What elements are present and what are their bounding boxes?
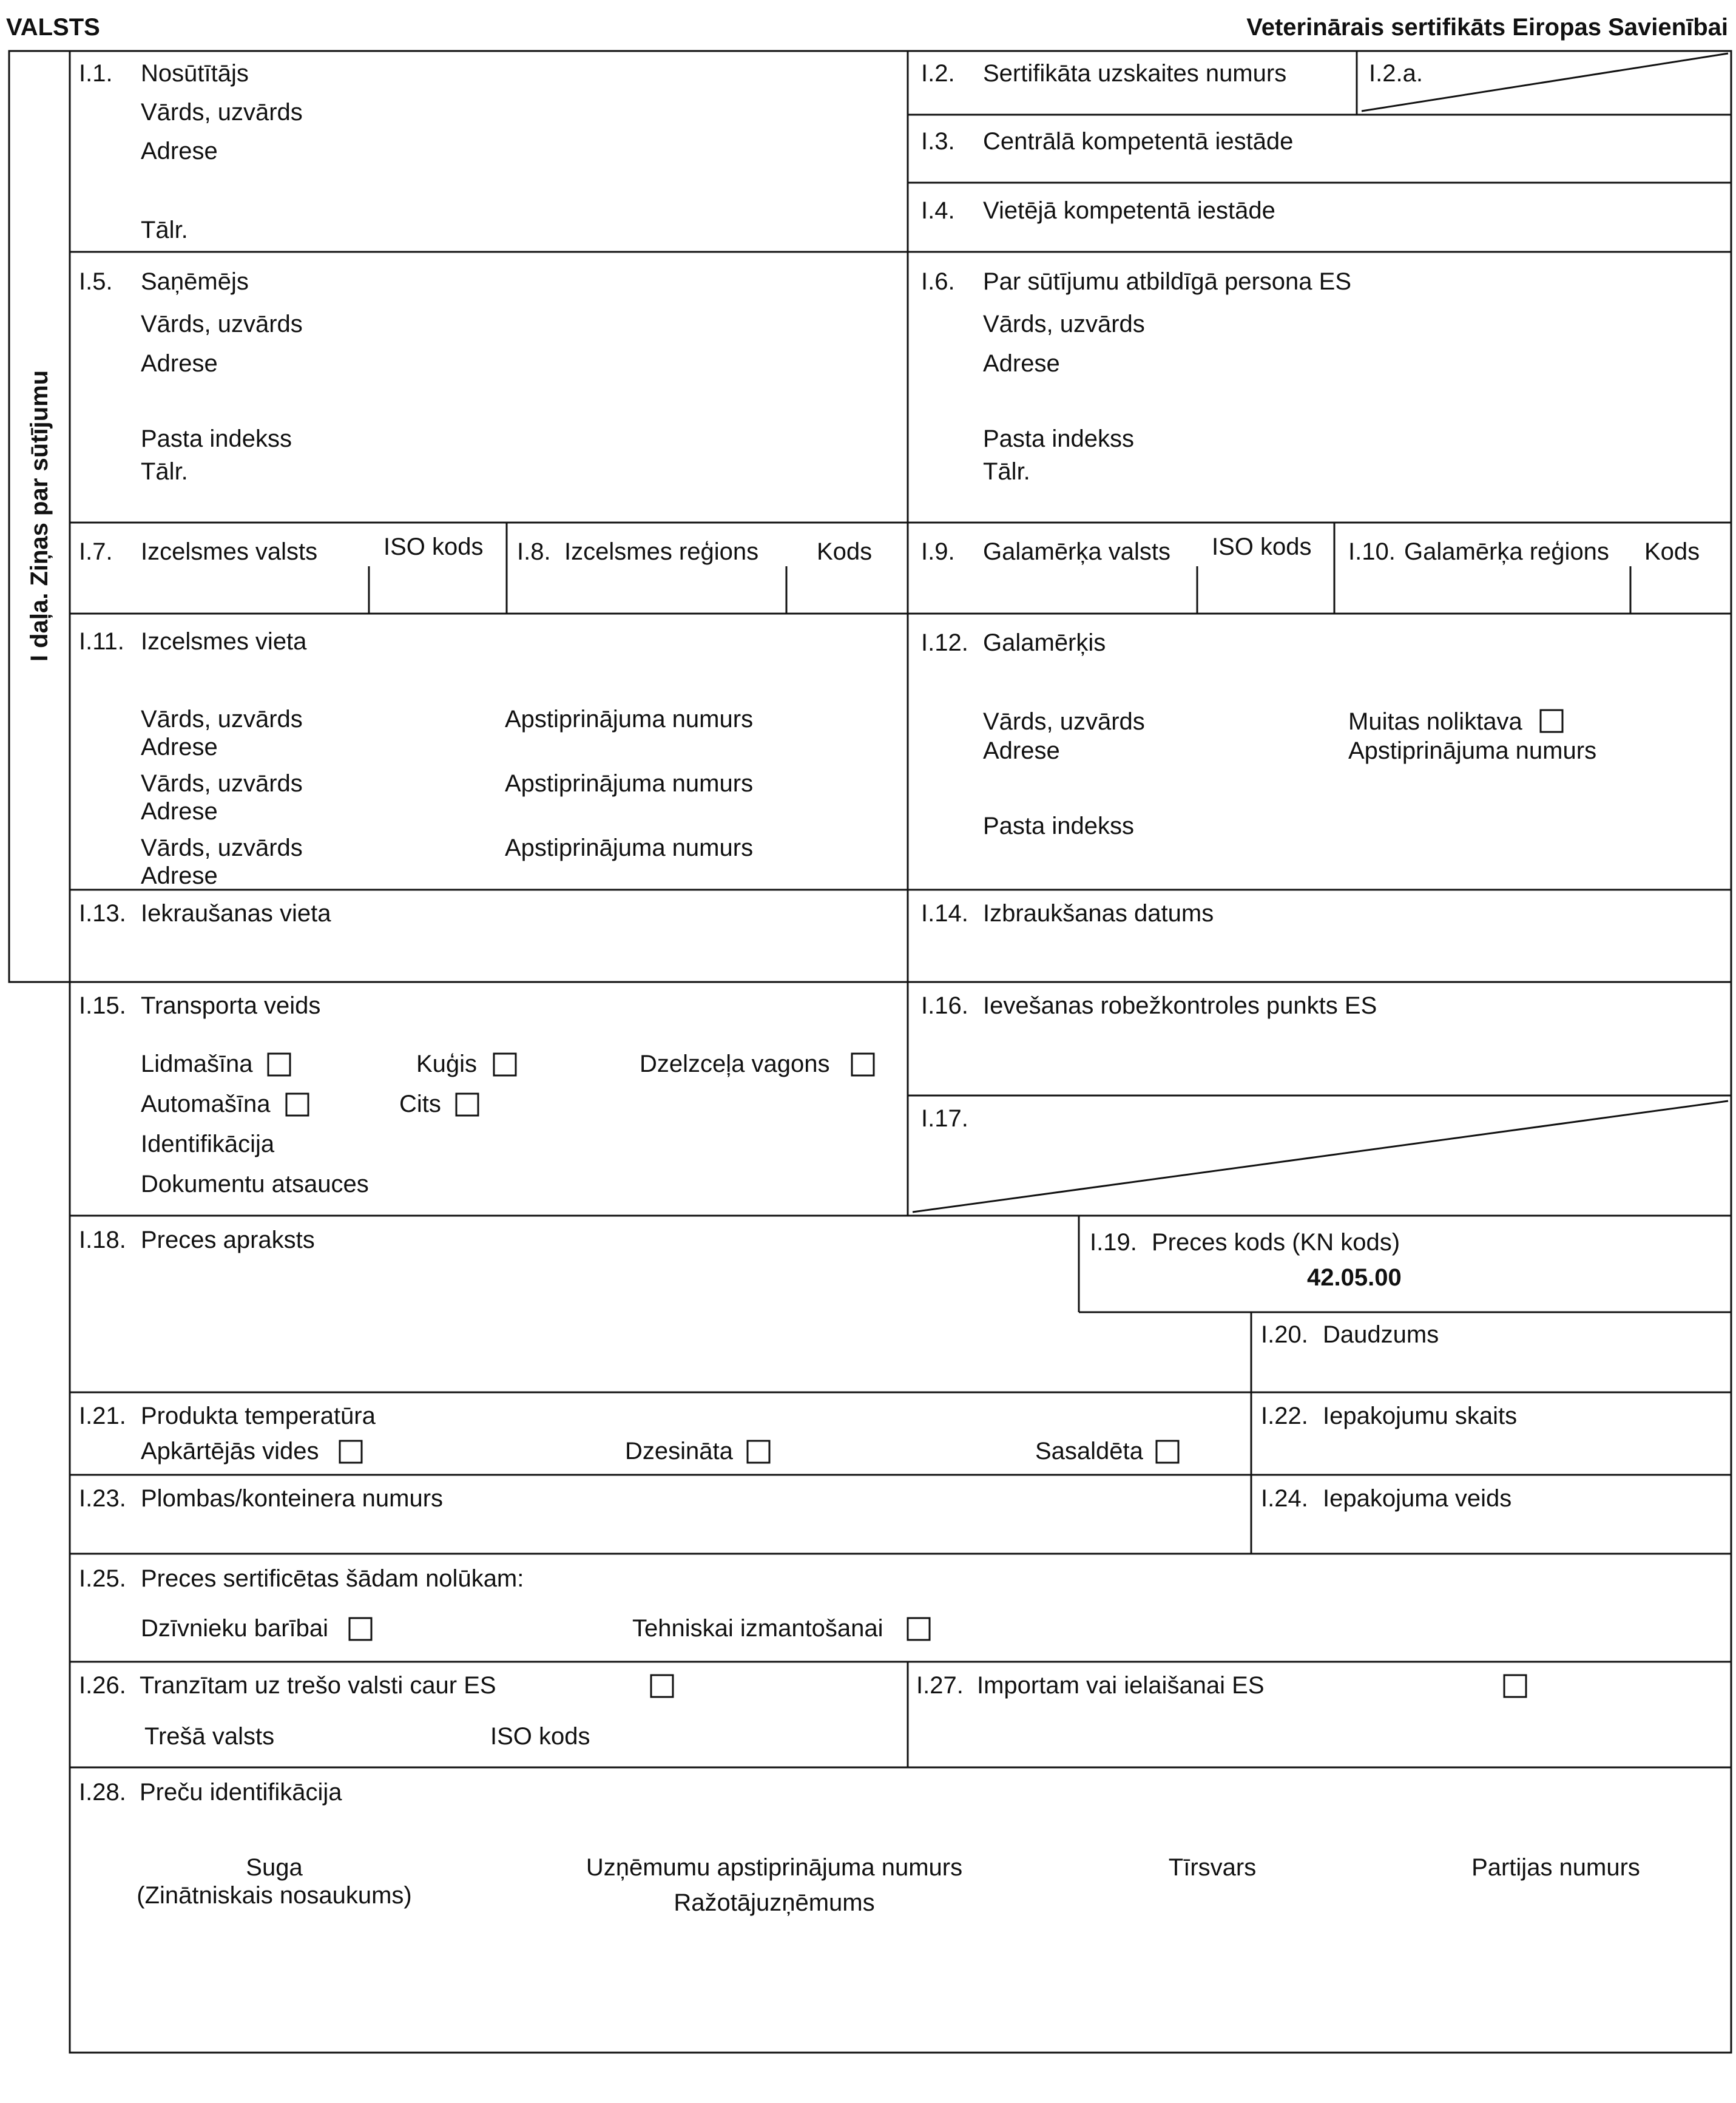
aeroplane-checkbox[interactable] [268, 1054, 290, 1075]
field-label: Produkta temperatūra [141, 1403, 376, 1429]
field-number: I.15. [79, 992, 126, 1019]
field-temperature-of-product[interactable] [79, 1403, 1178, 1465]
field-number: I.3. [921, 128, 955, 155]
field-label: Vietējā kompetentā iestāde [983, 197, 1275, 224]
form-grid [9, 51, 1731, 2053]
phone-label: Tālr. [141, 217, 188, 243]
scientific-name-label: (Zinātniskais nosaukums) [137, 1882, 412, 1909]
other-label: Cits [399, 1091, 441, 1117]
field-number: I.21. [79, 1403, 126, 1429]
field-number: I.4. [921, 197, 955, 224]
field-local-authority[interactable] [921, 197, 1275, 224]
field-label: Galamērķis [983, 629, 1106, 656]
field-label: Saņēmējs [141, 268, 249, 295]
field-number: I.1. [79, 60, 113, 87]
certificate-title: Veterinārais sertifikāts Eiropas Savienībai [1246, 14, 1728, 41]
field-number: I.19. [1090, 1229, 1137, 1256]
other-checkbox[interactable] [456, 1094, 478, 1116]
field-import-or-admission[interactable] [916, 1672, 1526, 1699]
field-label: Izcelsmes vieta [141, 628, 307, 655]
code-label: Kods [1644, 538, 1700, 565]
road-vehicle-checkbox[interactable] [286, 1094, 308, 1116]
species-label: Suga [246, 1854, 303, 1881]
field-person-responsible[interactable] [921, 268, 1351, 485]
field-seal-container-number[interactable] [79, 1485, 443, 1512]
field-country-of-origin[interactable] [79, 533, 484, 565]
field-number: I.12. [921, 629, 968, 656]
field-number: I.2. [921, 60, 955, 87]
field-label: Ievešanas robežkontroles punkts ES [983, 992, 1377, 1019]
address-label: Adrese [141, 734, 218, 760]
technical-use-checkbox[interactable] [908, 1618, 930, 1640]
field-number: I.16. [921, 992, 968, 1019]
approval-number-label: Apstiprinājuma numurs [505, 835, 754, 861]
animal-feed-checkbox[interactable] [350, 1618, 371, 1640]
field-central-authority[interactable] [921, 128, 1293, 155]
ambient-label: Apkārtējās vides [141, 1438, 319, 1465]
field-region-of-destination[interactable] [1348, 538, 1700, 565]
phone-label: Tālr. [983, 458, 1030, 485]
address-label: Adrese [983, 737, 1060, 764]
address-label: Adrese [141, 862, 218, 889]
postcode-label: Pasta indekss [983, 813, 1135, 839]
customs-warehouse-label: Muitas noliktava [1348, 708, 1522, 735]
batch-number-label: Partijas numurs [1471, 1854, 1640, 1881]
approval-number-label: Apstiprinājuma numurs [505, 706, 754, 733]
field-label: Preces kods (KN kods) [1152, 1229, 1400, 1256]
railway-wagon-checkbox[interactable] [852, 1054, 874, 1075]
field-label: Preces apraksts [141, 1227, 315, 1253]
field-number: I.13. [79, 900, 126, 927]
iso-code-label: ISO kods [490, 1723, 590, 1750]
animal-feed-label: Dzīvnieku barībai [141, 1615, 329, 1642]
field-consignee[interactable] [79, 268, 303, 485]
field-label: Izcelsmes valsts [141, 538, 318, 565]
field-label: Plombas/konteinera numurs [141, 1485, 444, 1512]
phone-label: Tālr. [141, 458, 188, 485]
field-type-of-packaging[interactable] [1261, 1485, 1511, 1512]
road-vehicle-label: Automašīna [141, 1091, 271, 1117]
field-quantity[interactable] [1261, 1321, 1439, 1348]
frozen-checkbox[interactable] [1157, 1441, 1178, 1463]
part-one-side-label: I daļa. Ziņas par sūtījumu [26, 370, 53, 662]
field-label: Iepakojuma veids [1323, 1485, 1512, 1512]
technical-use-label: Tehniskai izmantošanai [632, 1615, 883, 1642]
field-identification-of-commodities[interactable] [79, 1779, 1640, 1916]
field-label: Par sūtījumu atbildīgā persona ES [983, 268, 1352, 295]
name-label: Vārds, uzvārds [141, 770, 303, 797]
field-label: Galamērķa valsts [983, 538, 1170, 565]
field-region-of-origin[interactable] [517, 538, 872, 565]
field-label: Sertifikāta uzskaites numurs [983, 60, 1287, 87]
field-means-of-transport[interactable] [79, 992, 874, 1197]
field-number-of-packages[interactable] [1261, 1403, 1517, 1429]
field-label: Iepakojumu skaits [1323, 1403, 1518, 1429]
field-place-of-loading[interactable] [79, 900, 331, 927]
field-label: Tranzītam uz trešo valsti caur ES [140, 1672, 496, 1699]
name-label: Vārds, uzvārds [141, 706, 303, 733]
field-consignor[interactable] [79, 60, 303, 243]
country-heading: VALSTS [6, 14, 100, 41]
net-weight-label: Tīrsvars [1168, 1854, 1257, 1881]
field-number: I.14. [921, 900, 968, 927]
commodity-code-value: 42.05.00 [1307, 1264, 1402, 1291]
postcode-label: Pasta indekss [141, 425, 292, 452]
name-label: Vārds, uzvārds [983, 311, 1145, 337]
field-number: I.27. [916, 1672, 964, 1699]
ship-checkbox[interactable] [494, 1054, 516, 1075]
name-label: Vārds, uzvārds [141, 311, 303, 337]
field-number: I.20. [1261, 1321, 1308, 1348]
field-commodities-certified-for[interactable] [79, 1565, 930, 1642]
chilled-checkbox[interactable] [748, 1441, 769, 1463]
identification-label: Identifikācija [141, 1131, 275, 1157]
field-number: I.23. [79, 1485, 126, 1512]
name-label: Vārds, uzvārds [983, 708, 1145, 735]
chilled-label: Dzesināta [625, 1438, 733, 1465]
name-label: Vārds, uzvārds [141, 835, 303, 861]
field-number: I.10. [1348, 538, 1396, 565]
field-label: Daudzums [1323, 1321, 1439, 1348]
field-number-2a: I.2.a. [1369, 60, 1423, 87]
approval-number-of-establishments-label: Uzņēmumu apstiprinājuma numurs [586, 1854, 963, 1881]
iso-code-label: ISO kods [383, 533, 484, 560]
field-number: I.8. [517, 538, 551, 565]
transit-checkbox[interactable] [651, 1675, 673, 1697]
field-label: Izbraukšanas datums [983, 900, 1214, 927]
field-label: Preces sertificētas šādam nolūkam: [141, 1565, 524, 1592]
field-number: I.18. [79, 1227, 126, 1253]
code-label: Kods [817, 538, 873, 565]
field-number: I.22. [1261, 1403, 1308, 1429]
field-number: I.28. [79, 1779, 126, 1806]
customs-warehouse-checkbox[interactable] [1541, 710, 1562, 732]
field-certificate-reference[interactable] [921, 60, 1286, 87]
field-number: I.26. [79, 1672, 126, 1699]
field-number: I.25. [79, 1565, 126, 1592]
field-place-of-origin[interactable] [79, 628, 753, 889]
field-commodity-code[interactable] [1090, 1229, 1402, 1291]
field-label: Nosūtītājs [141, 60, 249, 87]
aeroplane-label: Lidmašīna [141, 1051, 253, 1077]
field-number: I.24. [1261, 1485, 1308, 1512]
field-date-of-departure[interactable] [921, 900, 1214, 927]
field-number-17: I.17. [921, 1105, 968, 1132]
field-label: Galamērķa reģions [1404, 538, 1609, 565]
ambient-checkbox[interactable] [340, 1441, 362, 1463]
third-country-label: Trešā valsts [144, 1723, 275, 1750]
field-number: I.9. [921, 538, 955, 565]
approval-number-label: Apstiprinājuma numurs [1348, 737, 1597, 764]
postcode-label: Pasta indekss [983, 425, 1135, 452]
field-label: Izcelsmes reģions [564, 538, 759, 565]
field-label: Iekraušanas vieta [141, 900, 331, 927]
address-label: Adrese [141, 798, 218, 825]
ship-label: Kuģis [416, 1051, 478, 1077]
manufacturing-plant-label: Ražotājuzņēmums [674, 1889, 875, 1916]
field-label: Transporta veids [141, 992, 321, 1019]
field-entry-bip[interactable] [921, 992, 1377, 1019]
field-label: Importam vai ielaišanai ES [977, 1672, 1265, 1699]
field-label: Preču identifikācija [140, 1779, 342, 1806]
field-transit-through-eu[interactable] [79, 1672, 673, 1750]
address-label: Adrese [141, 350, 218, 377]
field-place-of-destination[interactable] [921, 629, 1596, 839]
field-description-of-commodity[interactable] [79, 1227, 315, 1253]
field-number: I.11. [79, 628, 124, 655]
field-country-of-destination[interactable] [921, 533, 1312, 565]
address-label: Adrese [983, 350, 1060, 377]
iso-code-label: ISO kods [1212, 533, 1312, 560]
field-number: I.6. [921, 268, 955, 295]
field-label: Centrālā kompetentā iestāde [983, 128, 1294, 155]
import-checkbox[interactable] [1504, 1675, 1526, 1697]
documentary-references-label: Dokumentu atsauces [141, 1171, 369, 1197]
address-label: Adrese [141, 138, 218, 164]
field-number: I.5. [79, 268, 113, 295]
railway-wagon-label: Dzelzceļa vagons [640, 1051, 830, 1077]
approval-number-label: Apstiprinājuma numurs [505, 770, 754, 797]
name-label: Vārds, uzvārds [141, 99, 303, 126]
frozen-label: Sasaldēta [1035, 1438, 1143, 1465]
field-number: I.7. [79, 538, 113, 565]
